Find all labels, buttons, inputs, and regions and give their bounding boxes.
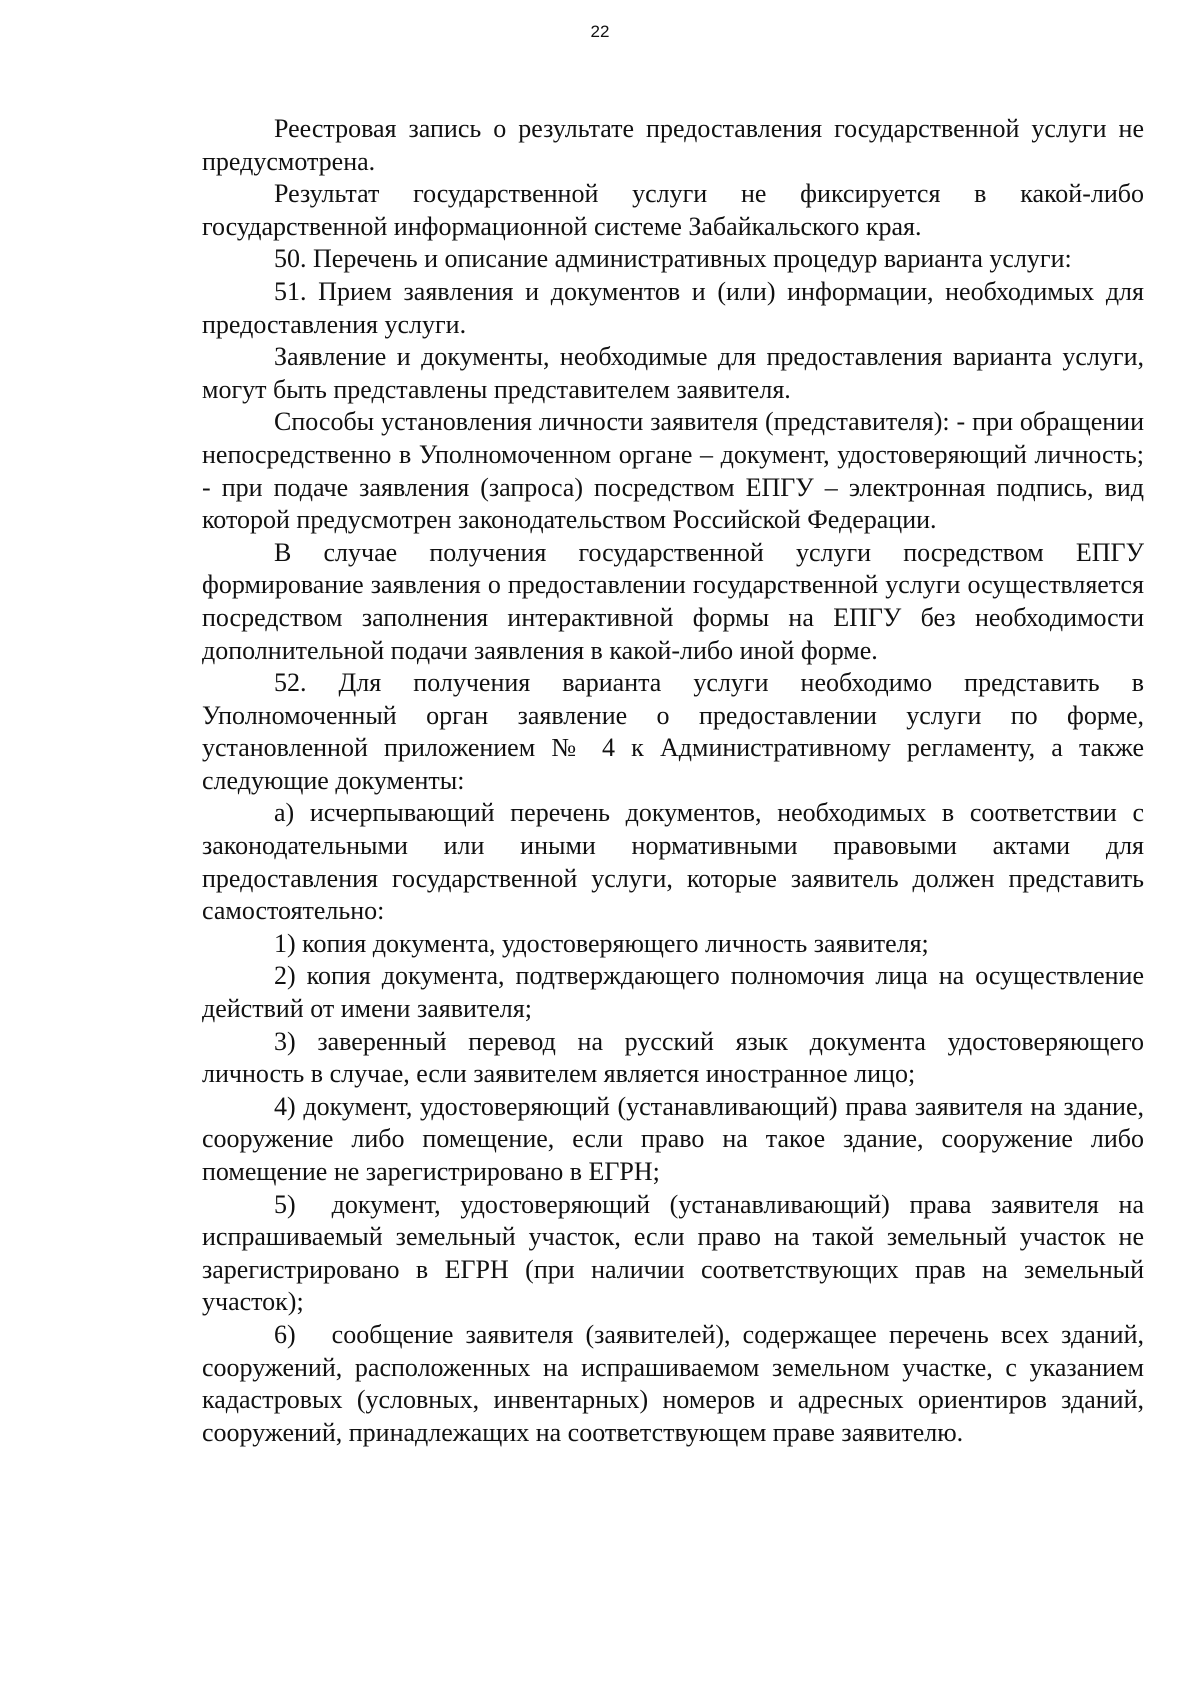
paragraph-item-52: 52. Для получения варианта услуги необходимо представить в Уполномоченный орган заявление о предоставлении услуги по форме, установленной приложением № 4 к Административному регламенту, а также следующие документы: (202, 668, 1144, 795)
paragraph-item-50: 50. Перечень и описание административных процедур варианта услуги: (274, 244, 1072, 274)
list-item-2: 2) копия документа, подтверждающего полномочия лица на осуществление действий от имени заявителя; (202, 961, 1144, 1024)
list-item-6-number: 6) (274, 1319, 296, 1349)
list-item-6 (202, 1319, 1144, 1449)
list-item-3: 3) заверенный перевод на русский язык документа удостоверяющего личность в случае, если заявителем является иностранное лицо; (202, 1026, 1144, 1089)
paragraph-identification-methods: Способы установления личности заявителя (представителя): - при обращении непосредственно в Уполномоченном органе – документ, удостоверяющий личность; - при подаче заявления (запроса) посредством ЕПГУ – электронная подпись, вид которой предусмотрен законодательством Российской Федерации. (202, 407, 1144, 535)
document-body (202, 113, 1144, 1449)
list-item-1: 1) копия документа, удостоверяющего личность заявителя; (274, 928, 929, 958)
paragraph-subitem-a: а) исчерпывающий перечень документов, необходимых в соответствии с законодательными или иными нормативными правовыми актами для предоставления государственной услуги, которые заявитель должен представить самостоятельно: (202, 798, 1144, 926)
paragraph-registry-record: Реестровая запись о результате предоставления государственной услуги не предусмотрена. (202, 114, 1144, 176)
paragraph-item-51: 51. Прием заявления и документов и (или) информации, необходимых для предоставления услуги. (202, 276, 1144, 339)
list-item-5-number: 5) (274, 1189, 296, 1219)
list-item-6-text: сообщение заявителя (заявителей), содержащее перечень всех зданий, сооружений, расположенных на испрашиваемом земельном участке, с указанием кадастровых (условных, инвентарных) номеров и адресных ориентиров зданий, сооружений, принадлежащих на соответствующем праве заявителю. (202, 1319, 1144, 1447)
list-item-4: 4) документ, удостоверяющий (устанавливающий) права заявителя на здание, сооружение либо помещение, если право на такое здание, сооружение либо помещение не зарегистрировано в ЕГРН; (202, 1091, 1144, 1186)
paragraph-epgu-application: В случае получения государственной услуги посредством ЕПГУ формирование заявления о предоставлении государственной услуги осуществляется посредством заполнения интерактивной формы на ЕПГУ без необходимости дополнительной подачи заявления в какой-либо иной форме. (202, 537, 1144, 665)
paragraph-result-not-fixed: Результат государственной услуги не фиксируется в какой-либо государственной информационной системе Забайкальского края. (202, 179, 1144, 241)
list-item-5-text: документ, удостоверяющий (устанавливающий) права заявителя на испрашиваемый земельный участок, если право на такой земельный участок не зарегистрировано в ЕГРН (при наличии соответствующих прав на земельный участок); (202, 1189, 1144, 1317)
page-number: 22 (590, 22, 610, 41)
paragraph-representative: Заявление и документы, необходимые для предоставления варианта услуги, могут быть представлены представителем заявителя. (202, 342, 1144, 404)
list-item-5 (202, 1189, 1144, 1319)
